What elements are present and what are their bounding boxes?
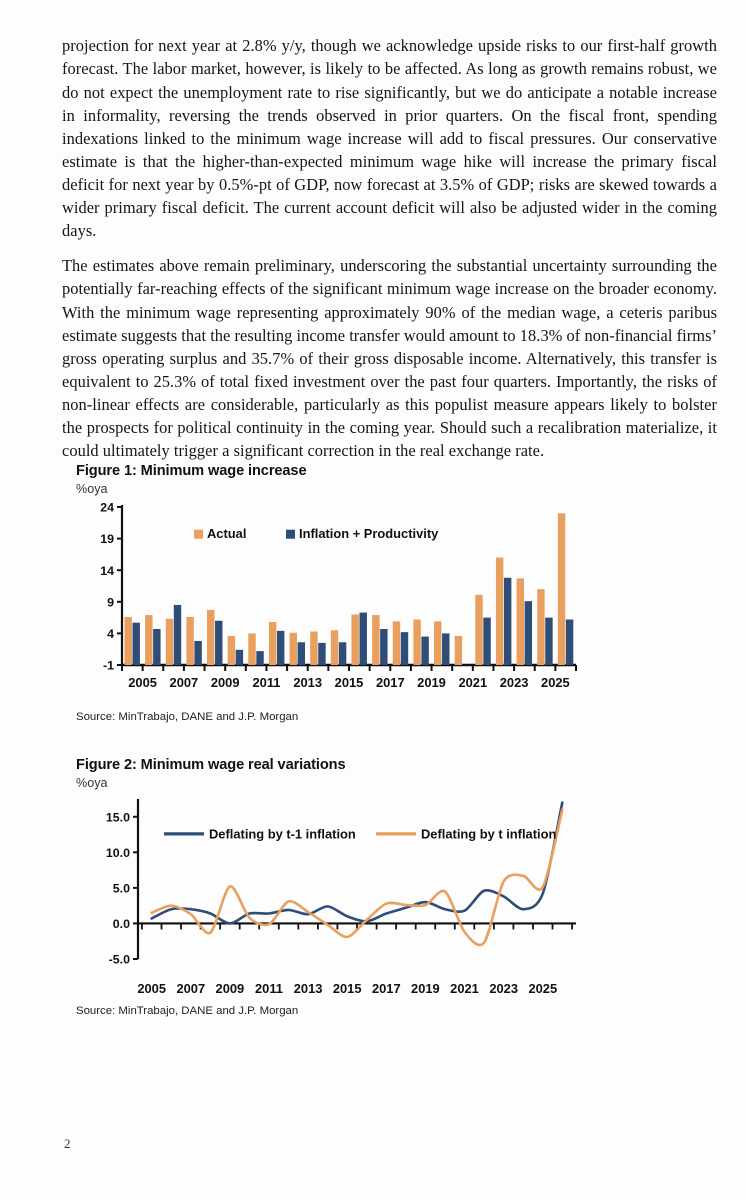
bar-inflation-productivity-2017 (380, 629, 387, 665)
bar-inflation-productivity-2023 (504, 578, 511, 665)
x-axis-label: 2013 (293, 675, 323, 690)
paragraph-1: projection for next year at 2.8% y/y, though we acknowledge upside risks to our first-half growth forecast. The labor market, however, is likely to be affected. As long as growth remains robust, we do not expect the unemployment rate to rise significantly, but we do anticipate a notable increase in informality, reversing the trends observed in prior quarters. On the fiscal front, spending indexations linked to the minimum wage increase will add to fiscal pressures. Our conservative estimate is that the higher-than-expected minimum wage hike will increase the primary fiscal deficit for next year by 0.5%-pt of GDP, now forecast at 3.5% of GDP; risks are skewed towards a wider primary fiscal deficit. The current account deficit will also be adjusted wider in the coming days. (62, 36, 717, 241)
figure-1-plot (76, 497, 596, 710)
y-axis-label: 4 (107, 627, 114, 641)
bar-actual-2011 (248, 633, 255, 665)
x-axis-label: 2015 (332, 981, 362, 996)
bar-actual-2025 (537, 589, 544, 665)
y-axis-label: -5.0 (108, 952, 130, 967)
x-axis-label: 2017 (375, 675, 405, 690)
bar-inflation-productivity-2007 (174, 605, 181, 665)
figure-2-svg (76, 791, 581, 1004)
figure-2-legend (164, 826, 556, 841)
bar-inflation-productivity-2026 (566, 620, 573, 666)
figure-2 (76, 757, 596, 1017)
x-axis-label: 2011 (252, 675, 281, 690)
bar-inflation-productivity-2024 (525, 601, 532, 665)
bar-inflation-productivity-2020 (442, 633, 449, 665)
x-axis-label: 2025 (541, 675, 570, 690)
bar-actual-2022 (475, 595, 482, 665)
x-axis-label: 2005 (128, 675, 157, 690)
bar-actual-2017 (372, 615, 379, 665)
legend-label-1: Actual (207, 526, 247, 542)
x-axis-label: 2021 (458, 675, 488, 690)
bar-inflation-productivity-2005 (133, 623, 140, 665)
x-axis-label: 2013 (293, 981, 323, 996)
x-axis-label: 2007 (169, 675, 199, 690)
bar-actual-2020 (434, 621, 441, 665)
bar-actual-2021 (455, 636, 462, 665)
bar-actual-2018 (393, 621, 400, 665)
bar-actual-2024 (517, 578, 524, 665)
figure-1-legend (194, 526, 439, 541)
y-axis-label: -1 (102, 658, 114, 673)
line-series-1 (152, 803, 563, 924)
x-axis-label: 2011 (255, 981, 283, 996)
y-axis-label: 9 (107, 595, 114, 610)
bar-inflation-productivity-2022 (483, 618, 490, 665)
y-axis-label: 0.0 (112, 917, 130, 932)
figure-1-units: %oya (76, 482, 108, 496)
bar-actual-2008 (186, 617, 193, 665)
figure-2-title: Figure 2: Minimum wage real variations (76, 757, 346, 773)
x-axis-label: 2009 (210, 675, 240, 690)
x-axis-label: 2021 (450, 981, 479, 996)
y-axis-label: 19 (100, 532, 114, 547)
bar-inflation-productivity-2008 (194, 641, 201, 665)
x-axis-label: 2023 (499, 675, 529, 690)
bar-inflation-productivity-2009 (215, 621, 222, 665)
legend-label-2: Deflating by t inflation (421, 826, 557, 842)
bar-inflation-productivity-2006 (153, 629, 160, 665)
bar-inflation-productivity-2016 (360, 613, 367, 665)
y-axis-label: 10.0 (105, 845, 130, 860)
bar-actual-2012 (269, 622, 276, 665)
bar-inflation-productivity-2019 (421, 637, 428, 665)
bar-inflation-productivity-2014 (318, 643, 325, 665)
paragraph-2: The estimates above remain preliminary, underscoring the substantial uncertainty surrounding the potentially far-reaching effects of the significant minimum wage increase on the broader economy. With the minimum wage representing approximately 90% of the median wage, a ceteris paribus estimate suggests that the resulting income transfer would amount to 18.3% of non-financial firms’ gross operating surplus and 35.7% of their gross disposable income. Alternatively, this transfer is equivalent to 25.3% of total fixed investment over the past four quarters. Importantly, the risks of non-linear effects are considerable, particularly as this populist measure appears likely to bolster the prospects for political continuity in the coming year. Should such a recalibration materialize, it could ultimately trigger a significant correction in the real exchange rate. (62, 256, 717, 461)
figure-1-source: Source: MinTrabajo, DANE and J.P. Morgan (76, 711, 299, 723)
bar-inflation-productivity-2018 (401, 632, 408, 665)
figure-1-svg (76, 497, 581, 710)
x-axis-label: 2007 (176, 981, 206, 996)
figure-2-source: Source: MinTrabajo, DANE and J.P. Morgan (76, 1005, 299, 1017)
bar-actual-2009 (207, 610, 214, 665)
legend-swatch-1 (194, 530, 203, 539)
y-axis-label: 24 (100, 500, 114, 515)
y-axis-label: 14 (100, 563, 114, 578)
x-axis-label: 2017 (371, 981, 401, 996)
bar-inflation-productivity-2012 (277, 631, 284, 665)
bar-actual-2010 (228, 636, 235, 665)
bar-actual-2013 (290, 633, 297, 665)
figure-1-title: Figure 1: Minimum wage increase (76, 463, 307, 479)
bar-inflation-productivity-2025 (545, 618, 552, 665)
legend-swatch-2 (286, 530, 295, 539)
x-axis-label: 2005 (137, 981, 167, 996)
bar-inflation-productivity-2013 (298, 642, 305, 665)
y-axis-label: 15.0 (105, 810, 130, 825)
bar-actual-2006 (145, 615, 152, 665)
y-axis-label: 5.0 (112, 881, 130, 896)
x-axis-label: 2023 (489, 981, 519, 996)
bar-inflation-productivity-2011 (256, 651, 263, 665)
bar-actual-2023 (496, 558, 503, 665)
bar-actual-2026 (558, 513, 565, 665)
bar-actual-2015 (331, 630, 338, 665)
page-number: 2 (64, 1136, 71, 1151)
figure-2-units: %oya (76, 776, 108, 790)
legend-label-1: Deflating by t-1 inflation (209, 826, 356, 842)
bar-actual-2016 (351, 614, 358, 665)
x-axis-label: 2009 (215, 981, 245, 996)
x-axis-label: 2025 (528, 981, 558, 996)
bar-actual-2005 (124, 617, 131, 665)
bar-actual-2019 (413, 620, 420, 666)
figure-1 (76, 463, 596, 723)
bar-inflation-productivity-2010 (236, 650, 243, 665)
bar-actual-2014 (310, 632, 317, 666)
x-axis-label: 2019 (411, 981, 440, 996)
bar-actual-2007 (166, 619, 173, 665)
bar-inflation-productivity-2015 (339, 642, 346, 665)
x-axis-label: 2015 (334, 675, 364, 690)
legend-label-2: Inflation + Productivity (299, 526, 439, 542)
x-axis-label: 2019 (417, 675, 446, 690)
figure-2-plot (76, 791, 596, 1004)
